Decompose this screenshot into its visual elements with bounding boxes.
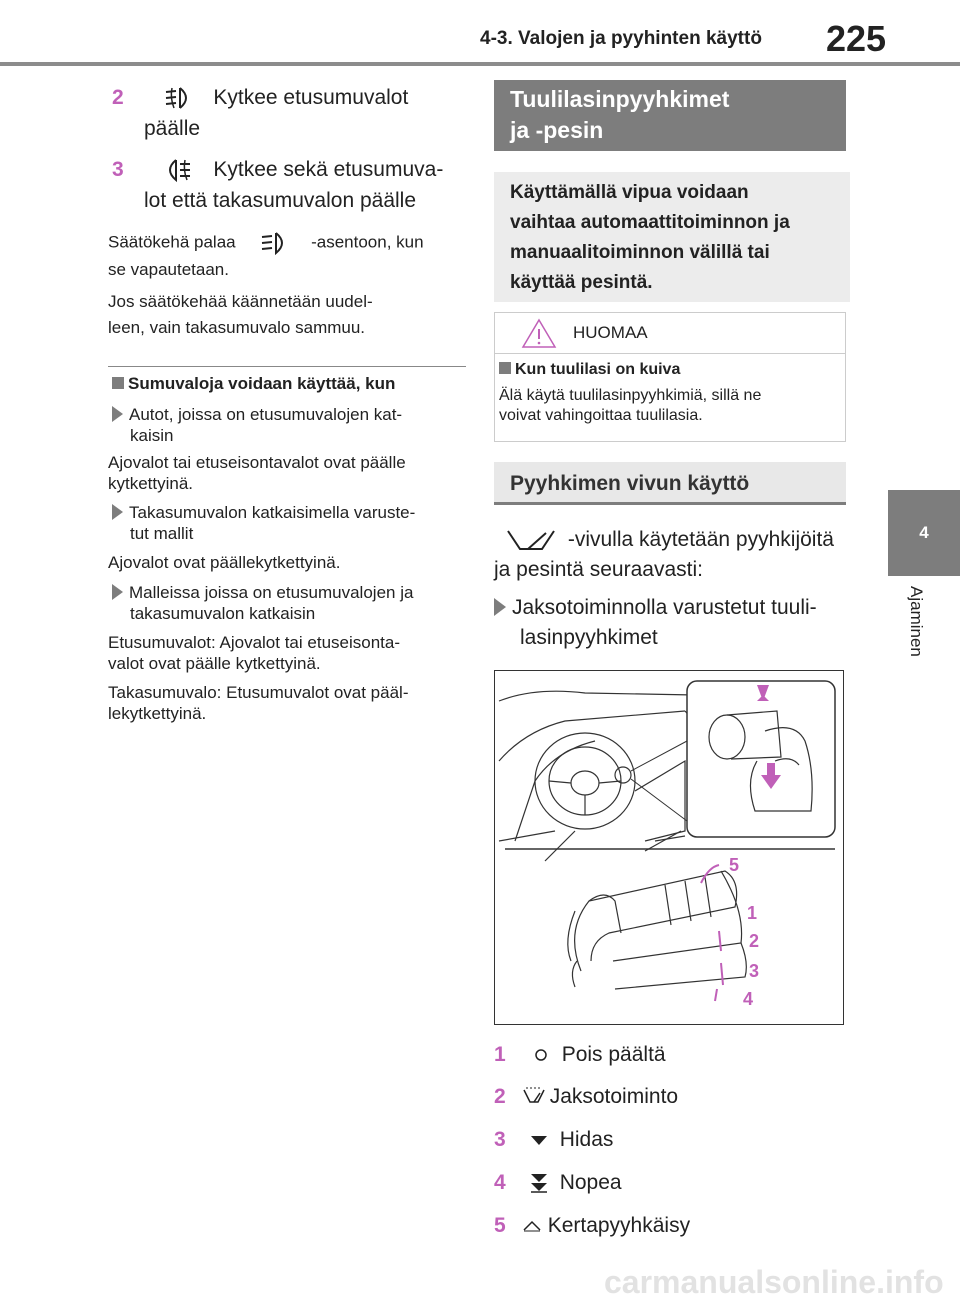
note-return (108, 230, 468, 256)
square-bullet-icon (112, 377, 124, 389)
wiper-int-icon (522, 1087, 546, 1107)
triangle-bullet-icon (112, 406, 123, 422)
circle-off-icon (534, 1048, 548, 1062)
bullet-text: takasumuvalon katkaisin (130, 604, 316, 623)
legend-item-int (494, 1082, 678, 1112)
notice-subtitle: Kun tuulilasi on kuiva (515, 361, 681, 378)
square-bullet-icon (499, 362, 511, 374)
legend-number: 1 (494, 1043, 506, 1066)
header-rule (0, 62, 960, 66)
paragraph-line: Etusumuvalot: Ajovalot tai etuseisonta- (108, 633, 400, 652)
intro-line: manuaalitoiminnon välillä tai (510, 242, 770, 263)
usage-text: ja pesintä seuraavasti: (494, 558, 703, 581)
legend-item-mist (494, 1211, 690, 1241)
intro-box (494, 172, 850, 302)
note-text: se vapautetaan. (108, 260, 229, 279)
usage-text: -vivulla käytetään pyyhkijöitä (567, 528, 834, 551)
item-text: Kytkee sekä etusumuva- (213, 158, 444, 181)
notice-text: Älä käytä tuulilasinpyyhkimiä, sillä ne (499, 387, 762, 404)
legend-item-off (494, 1040, 666, 1070)
intro-line: Käyttämällä vipua voidaan (510, 182, 749, 203)
watermark: carmanualsonline.info (604, 1264, 944, 1300)
note-text: Jos säätökehää käännetään uudel- (108, 292, 373, 311)
subhead-text: Sumuvaloja voidaan käyttää, kun (128, 374, 396, 393)
list-item (112, 582, 468, 624)
note-text: leen, vain takasumuvalo sammuu. (108, 318, 366, 337)
fog-item-2 (112, 82, 472, 113)
legend-text: Kertapyyhkäisy (547, 1214, 691, 1237)
list-item (112, 502, 468, 544)
notice-text: voivat vahingoittaa tuulilasia. (499, 407, 703, 424)
triangle-bullet-icon (494, 598, 506, 616)
section-heading-lever: Pyyhkimen vivun käyttö (494, 462, 846, 505)
paragraph-line: kytkettyinä. (108, 474, 194, 493)
legend-number: 2 (494, 1085, 506, 1108)
bullet-text: Jaksotoiminnolla varustetut tuuli- (512, 596, 817, 619)
front-rear-fog-icon (150, 156, 200, 184)
legend-number: 4 (494, 1171, 506, 1194)
paragraph: Ajovalot ovat päällekytkettyinä. (108, 553, 341, 572)
item-text-cont: päälle (144, 117, 201, 140)
legend-text: Jaksotoiminto (549, 1085, 679, 1108)
page-number: 225 (826, 18, 887, 59)
intro-line: käyttää pesintä. (510, 272, 653, 293)
paragraph (108, 452, 406, 494)
note-text: Säätökehä palaa (108, 232, 236, 252)
legend-number: 5 (494, 1214, 506, 1237)
chapter-number: 4 (919, 523, 929, 542)
legend-item-high (494, 1168, 622, 1198)
notice-title: HUOMAA (573, 323, 648, 342)
wiper-lever-figure (494, 670, 844, 1025)
figure-label-4: 4 (743, 989, 754, 1009)
legend-text: Pois päältä (561, 1043, 666, 1066)
list-item (112, 404, 462, 446)
divider (108, 366, 466, 367)
triangle-bullet-icon (112, 504, 123, 520)
triangle-bullet-icon (112, 584, 123, 600)
figure-label-3: 3 (749, 961, 760, 981)
item-text: Kytkee etusumuvalot (213, 86, 409, 109)
chapter-label: Ajaminen (907, 586, 926, 657)
double-down-icon (530, 1173, 548, 1193)
paragraph-line: Ajovalot tai etuseisontavalot ovat päälle (108, 453, 406, 472)
bullet-text: Autot, joissa on etusumuvalojen kat- (129, 405, 403, 424)
intro-line: vaihtaa automaattitoiminnon ja (510, 212, 790, 233)
fog-item-3 (112, 154, 472, 185)
paragraph-line: Takasumuvalo: Etusumuvalot ovat pääl- (108, 683, 409, 702)
paragraph-line: valot ovat päälle kytkettyinä. (108, 654, 321, 673)
notice-box (494, 312, 846, 442)
heading-line: ja -pesin (510, 117, 604, 143)
legend-number: 3 (494, 1128, 506, 1151)
figure-label-1: 1 (747, 903, 758, 923)
note-text: -asentoon, kun (311, 232, 424, 252)
up-caret-icon (522, 1220, 542, 1232)
figure-label-5: 5 (729, 855, 740, 875)
legend-text: Hidas (559, 1128, 614, 1151)
lever-illustration (495, 671, 843, 1024)
item-number: 2 (112, 86, 124, 109)
bullet-text: tut mallit (130, 524, 194, 543)
bullet-text: lasinpyyhkimet (520, 626, 658, 649)
front-fog-icon (248, 230, 298, 256)
bullet-text: Takasumuvalon katkaisimella varuste- (129, 503, 416, 522)
bullet-text: Malleissa joissa on etusumuvalojen ja (129, 583, 414, 602)
wiper-icon (504, 527, 558, 553)
single-down-icon (530, 1134, 548, 1146)
legend-item-low (494, 1125, 613, 1155)
paragraph (108, 682, 409, 724)
paragraph-line: lekytkettyinä. (108, 704, 207, 723)
notice-header (495, 313, 845, 354)
item-number: 3 (112, 158, 124, 181)
paragraph (108, 632, 400, 674)
front-fog-icon (150, 84, 200, 112)
list-item (494, 592, 854, 623)
warning-icon (521, 317, 557, 349)
bullet-text: kaisin (130, 426, 174, 445)
heading-line: Tuulilasinpyyhkimet (510, 86, 730, 112)
section-title: 4-3. Valojen ja pyyhinten käyttö (480, 28, 762, 49)
subhead (112, 374, 395, 394)
notice-body (495, 354, 845, 426)
item-text-cont: lot että takasumuvalon päälle (144, 189, 417, 212)
chapter-tab[interactable] (888, 490, 960, 576)
section-heading-wipers (494, 80, 846, 151)
figure-label-2: 2 (749, 931, 760, 951)
legend-text: Nopea (559, 1171, 622, 1194)
usage-line (494, 524, 854, 555)
